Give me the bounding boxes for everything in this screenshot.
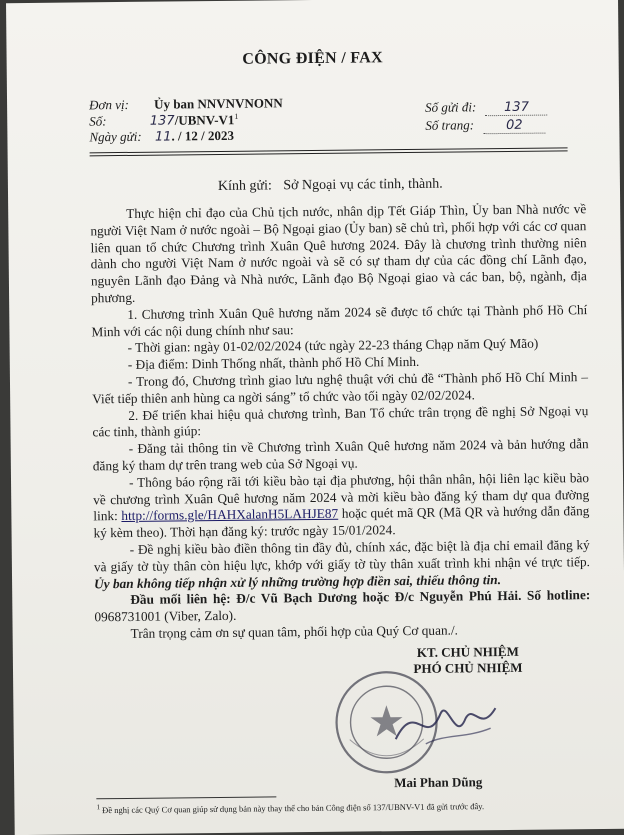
registration-link[interactable]: http://forms.gle/HAHXalanH5LAHJE87: [121, 506, 339, 524]
section-1-extra: - Trong đó, Chương trình giao lưu nghệ thuật với chủ đề “Thành phố Hồ Chí Minh – Viết tiếp thiên anh hùng ca ngời sáng” tổ chức vào tối ngày 02/02/2024.: [92, 369, 589, 407]
greeting-recipient: Sở Ngoại vụ các tỉnh, thành.: [283, 176, 443, 194]
sent-number-value: 137: [485, 100, 547, 117]
page-count-row: [425, 117, 545, 135]
unit-label: Đơn vị:: [89, 96, 129, 113]
footnote-mark: 1: [96, 803, 101, 812]
handwritten-signature: [385, 688, 506, 759]
section-1-time: - Thời gian: ngày 01-02/02/2024 (tức ngày 22-23 tháng Chạp năm Quý Mão): [127, 336, 539, 356]
section-2: 2. Để triển khai hiệu quả chương trình, Ban Tổ chức trân trọng đề nghị Sở Ngoại vụ các tỉnh, thành giúp:: [92, 402, 589, 440]
section-2-item-c-text: - Đề nghị kiều bào điền thông tin đầy đủ, chính xác, đặc biệt là địa chỉ email đăng ký và giấy tờ tùy thân còn hiệu lực, khớp với giấy tờ tùy thân xuất trình khi nhận vé trực tiếp.: [93, 537, 590, 575]
section-2-item-c-warning: Ủy ban không tiếp nhận xử lý những trường hợp điền sai, thiếu thông tin.: [94, 571, 502, 591]
contact-hotline: 0968731001 (Viber, Zalo).: [94, 607, 237, 625]
number-handwritten: 137: [149, 113, 175, 130]
section-2-item-b-text: - Thông báo rộng rãi tới kiều bào tại địa phương, hội thân nhân, hội liên lạc kiều bào về chương trình Xuân Quê hương năm 2024 và mời kiều bào đăng ký tham dự qua đường link:: [93, 469, 590, 524]
greeting-label: Kính gửi:: [217, 178, 272, 194]
footnote-text: Đề nghị các Quý Cơ quan giúp sử dụng bản này thay thế cho bản Công điện số 137/UBNV-V1 đã gửi trước đây.: [102, 801, 485, 816]
page-count-label: Số trang:: [425, 117, 475, 133]
sent-date-value: . / 12 / 2023: [171, 127, 235, 144]
section-1-place: - Địa điểm: Dinh Thống nhất, thành phố Hồ Chí Minh.: [127, 354, 420, 373]
unit-value: Ủy ban NNVNVNONN: [154, 95, 283, 112]
number-row: [89, 112, 238, 130]
greeting: [218, 177, 443, 195]
footnote-divider: [96, 796, 276, 799]
page-count-value: 02: [483, 118, 545, 135]
signatory-name: Mai Phan Dũng: [394, 774, 483, 791]
number-footnote-mark: 1: [234, 111, 239, 121]
signature-title: KT. CHỦ NHIỆM: [416, 643, 519, 660]
contact-paragraph: [94, 587, 590, 626]
unit-row: [89, 95, 283, 113]
closing-paragraph: Trân trọng cảm ơn sự quan tâm, phối hợp của Quý Cơ quan./.: [130, 622, 459, 641]
number-label: Số:: [89, 113, 107, 129]
section-1: 1. Chương trình Xuân Quê hương năm 2024 sẽ được tổ chức tại Thành phố Hồ Chí Minh với các nội dung chính như sau:: [91, 301, 588, 339]
section-2-item-a: - Đăng tải thông tin về Chương trình Xuân Quê hương năm 2024 và bản hướng dẫn đăng ký tham dự trên trang web của Sở Ngoại vụ.: [92, 436, 589, 474]
signature-subtitle: PHÓ CHỦ NHIỆM: [413, 659, 523, 676]
sent-number-label: Số gửi đi:: [425, 99, 477, 115]
sent-date-label: Ngày gửi:: [89, 128, 142, 145]
footnote: [96, 797, 566, 815]
sent-date-row: [89, 128, 234, 146]
contact-text: Đầu mối liên hệ: Đ/c Vũ Bạch Dương hoặc Đ/c Nguyễn Phú Hải. Số hotline:: [130, 587, 591, 608]
document-page: [6, 0, 624, 835]
document-body: [90, 201, 591, 643]
intro-paragraph: Thực hiện chỉ đạo của Chủ tịch nước, nhân dịp Tết Giáp Thìn, Ủy ban Nhà nước về người Việt Nam ở nước ngoài – Bộ Ngoại giao (Ủy ban) sẽ chủ trì, phối hợp với các cơ quan liên quan tổ chức Chương trình Xuân Quê hương 2024. Đây là chương trình thường niên dành cho người Việt Nam ở nước ngoài và sẽ có sự tham dự của các đồng chí Lãnh đạo, nguyên Lãnh đạo Đảng và Nhà nước, Lãnh đạo Bộ Ngoại giao và các ban, bộ, ngành, địa phương.: [90, 201, 587, 306]
sent-date-handwritten: 11: [154, 129, 172, 145]
sent-number-row: [425, 99, 548, 117]
number-value: /UBNV-V1: [174, 112, 235, 128]
section-2-item-b: [93, 470, 590, 542]
document-title: CÔNG ĐIỆN / FAX: [242, 49, 384, 68]
section-2-item-c: [94, 537, 591, 593]
section-2-item-b-rest: hoặc quét mã QR (Mã QR và hướng dẫn đăng ký kèm theo). Thời hạn đăng ký: trước ngày 15/01/2024.: [93, 503, 590, 541]
